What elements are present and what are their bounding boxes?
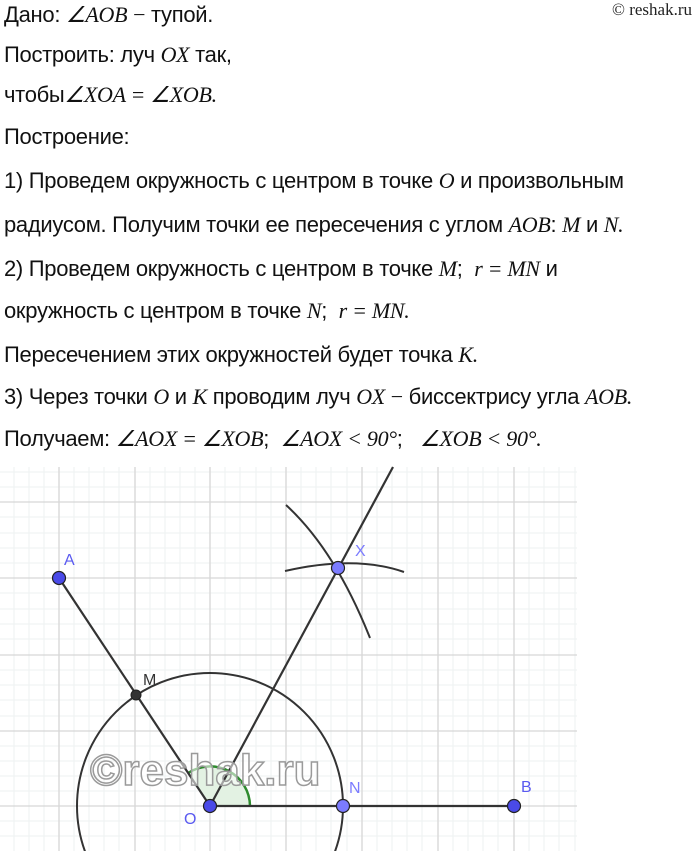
result-expr2: ∠AOX < 90° bbox=[280, 426, 397, 451]
semicolon: ; bbox=[321, 298, 328, 323]
result-line bbox=[4, 426, 541, 452]
such-that-expr: ∠XOA = ∠XOB bbox=[64, 82, 212, 107]
intersection-text: Пересечением этих окружностей будет точка bbox=[4, 342, 453, 367]
step1-rest: и произвольным bbox=[460, 168, 624, 193]
step1b-text: радиусом. Получим точки ее пересечения с углом bbox=[4, 212, 503, 237]
semicolon: ; bbox=[263, 426, 270, 451]
result-expr1: ∠AOX = ∠XOB bbox=[115, 426, 264, 451]
step3-expr3: OX bbox=[356, 384, 385, 409]
step2b-text: окружность с центром в точке bbox=[4, 298, 302, 323]
point-o bbox=[204, 800, 217, 813]
label-o: O bbox=[184, 811, 197, 828]
geometry-diagram bbox=[0, 455, 700, 851]
result-expr3: ∠XOB < 90° bbox=[420, 426, 537, 451]
label-n: N bbox=[349, 780, 361, 797]
such-that-label: чтобы bbox=[4, 82, 65, 107]
step2-rest: и bbox=[545, 256, 558, 281]
label-m: M bbox=[143, 672, 157, 689]
construction-heading: Построение: bbox=[4, 124, 130, 149]
step1b-expr3: N bbox=[603, 212, 619, 237]
intersection-expr: K bbox=[458, 342, 473, 367]
step3-mid: проводим луч bbox=[212, 384, 351, 409]
step1-expr: O bbox=[438, 168, 455, 193]
period: . bbox=[626, 384, 633, 409]
given-dash: − bbox=[133, 2, 146, 27]
step3-text: 3) Через точки bbox=[4, 384, 148, 409]
label-b: B bbox=[521, 779, 532, 796]
step2-expr1: M bbox=[438, 256, 457, 281]
dash: − bbox=[390, 384, 403, 409]
and-word: и bbox=[174, 384, 187, 409]
period: . bbox=[472, 342, 478, 367]
watermark: ©reshak.ru bbox=[90, 746, 321, 795]
step2b-expr1: N bbox=[306, 298, 322, 323]
construct-line bbox=[4, 42, 232, 68]
period: . bbox=[404, 298, 410, 323]
step1-line-b bbox=[4, 212, 623, 238]
such-that-line bbox=[4, 82, 217, 108]
step3-line bbox=[4, 384, 632, 410]
given-expr: ∠AOB bbox=[65, 2, 128, 27]
step3-rest: биссектрису угла bbox=[408, 384, 580, 409]
point-n bbox=[337, 800, 350, 813]
point-a bbox=[53, 572, 66, 585]
step3-expr4: AOB bbox=[585, 384, 627, 409]
step1-text: 1) Проведем окружность с центром в точке bbox=[4, 168, 433, 193]
given-label: Дано: bbox=[4, 2, 61, 27]
label-a: A bbox=[64, 552, 75, 569]
step2b-expr2: r = MN bbox=[338, 298, 405, 323]
point-b bbox=[508, 800, 521, 813]
point-x bbox=[332, 562, 345, 575]
step3-expr1: O bbox=[153, 384, 169, 409]
step1b-expr2: M bbox=[562, 212, 581, 237]
step1b-expr1: AOB bbox=[508, 212, 551, 237]
step2-line-a bbox=[4, 256, 558, 282]
given-line bbox=[4, 2, 213, 28]
arc-from-m bbox=[286, 505, 370, 638]
label-x: X bbox=[355, 543, 366, 560]
step2-expr2: r = MN bbox=[474, 256, 540, 281]
step2-text: 2) Проведем окружность с центром в точке bbox=[4, 256, 433, 281]
given-rest: тупой. bbox=[150, 2, 214, 27]
intersection-line bbox=[4, 342, 478, 368]
semicolon: ; bbox=[396, 426, 403, 451]
construct-expr: OX bbox=[160, 42, 190, 67]
semicolon: ; bbox=[456, 256, 463, 281]
construct-rest: так, bbox=[195, 42, 232, 67]
result-label: Получаем: bbox=[4, 426, 110, 451]
period: . bbox=[536, 426, 542, 451]
construct-label: Построить: луч bbox=[4, 42, 155, 67]
step1-line-a bbox=[4, 168, 624, 194]
period: . bbox=[618, 212, 624, 237]
step3-expr2: K bbox=[192, 384, 207, 409]
period: . bbox=[211, 82, 217, 107]
and-word: и bbox=[585, 212, 598, 237]
colon: : bbox=[550, 212, 557, 237]
point-m bbox=[131, 690, 141, 700]
step2-line-b bbox=[4, 298, 409, 324]
copyright-watermark: © reshak.ru bbox=[612, 0, 692, 19]
